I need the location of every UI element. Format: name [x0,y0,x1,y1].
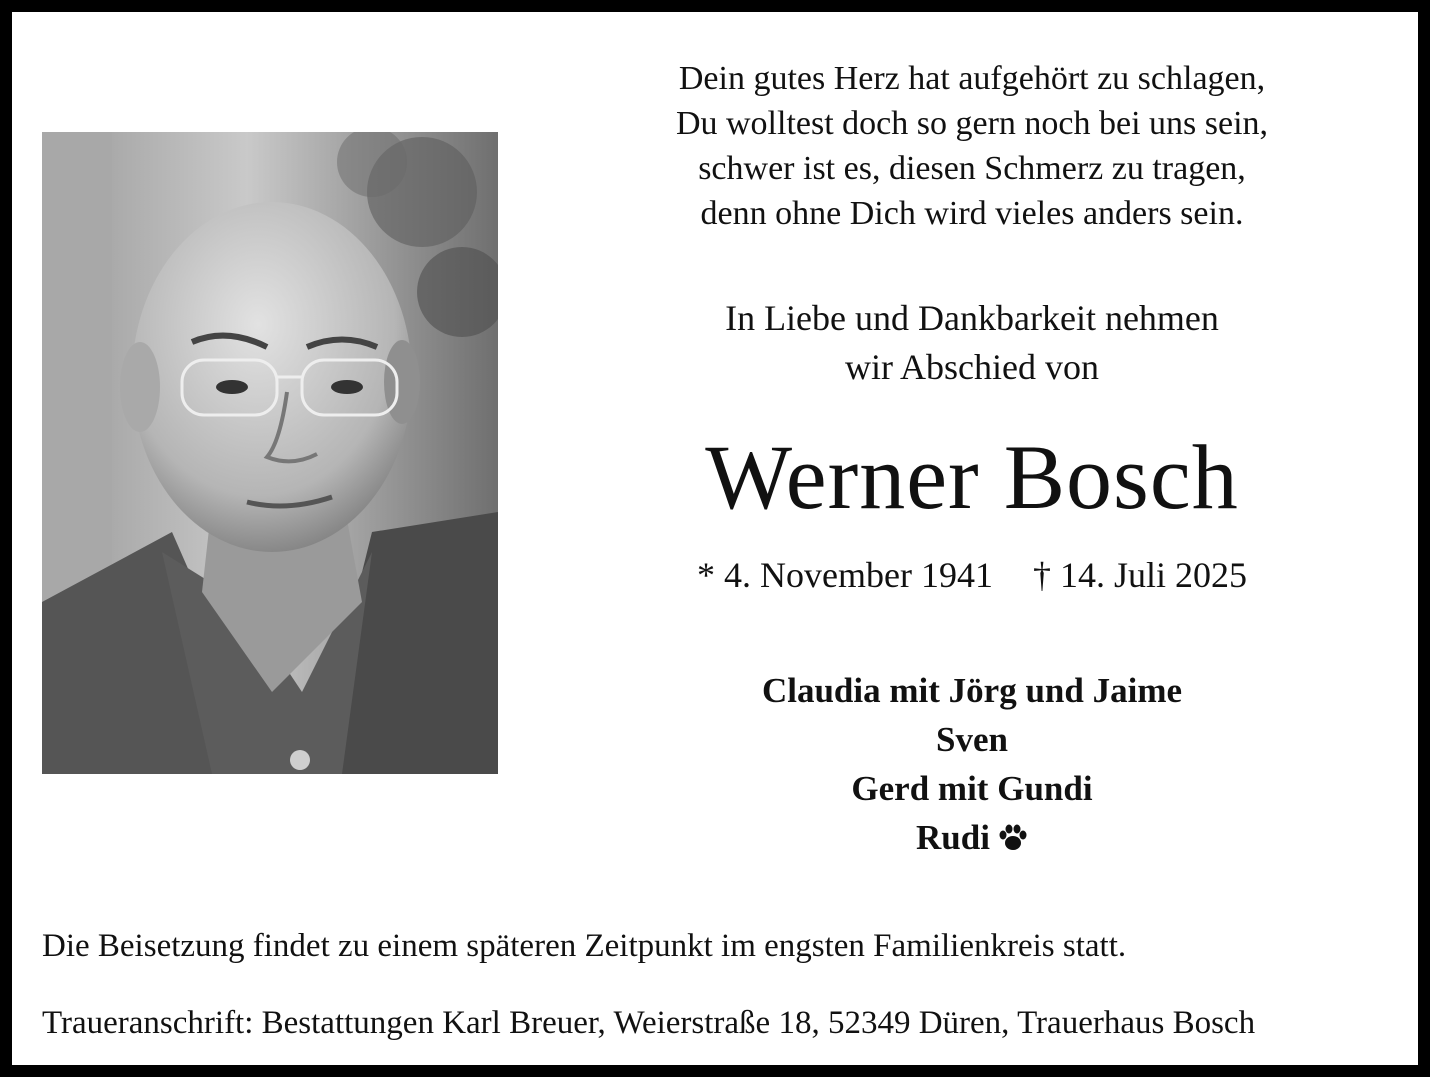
family-names [572,666,1372,866]
family-line-2: Sven [936,720,1008,759]
poem-line-2: Du wolltest doch so gern noch bei uns sein, [675,105,1269,142]
death-date: † 14. Juli 2025 [1032,555,1247,595]
burial-note: Die Beisetzung findet zu einem späteren Zeitpunkt im engsten Familienkreis statt. [42,928,1127,964]
deceased-name: Werner Bosch [705,426,1239,528]
family-line-3: Gerd mit Gundi [851,769,1093,808]
intro-line-1: In Liebe und Dankbarkeit nehmen [725,298,1219,338]
portrait-photo [42,132,498,774]
poem [572,56,1372,236]
intro-text [572,294,1372,392]
intro-line-2: wir Abschied von [845,347,1099,387]
life-dates [572,552,1372,598]
birth-date: * 4. November 1941 [697,555,993,595]
mourning-address: Traueranschrift: Bestattungen Karl Breuer, Weierstraße 18, 52349 Düren, Trauerhaus Bosch [42,1005,1256,1041]
poem-line-4: denn ohne Dich wird vieles anders sein. [700,195,1244,232]
family-line-1: Claudia mit Jörg und Jaime [761,671,1183,710]
family-line-4-text: Rudi [916,818,990,857]
paw-icon [998,817,1028,866]
poem-line-3: schwer ist es, diesen Schmerz zu tragen, [698,150,1246,187]
poem-line-1: Dein gutes Herz hat aufgehört zu schlagen, [678,60,1266,97]
family-line-4 [572,813,1372,866]
portrait-image [42,132,498,774]
